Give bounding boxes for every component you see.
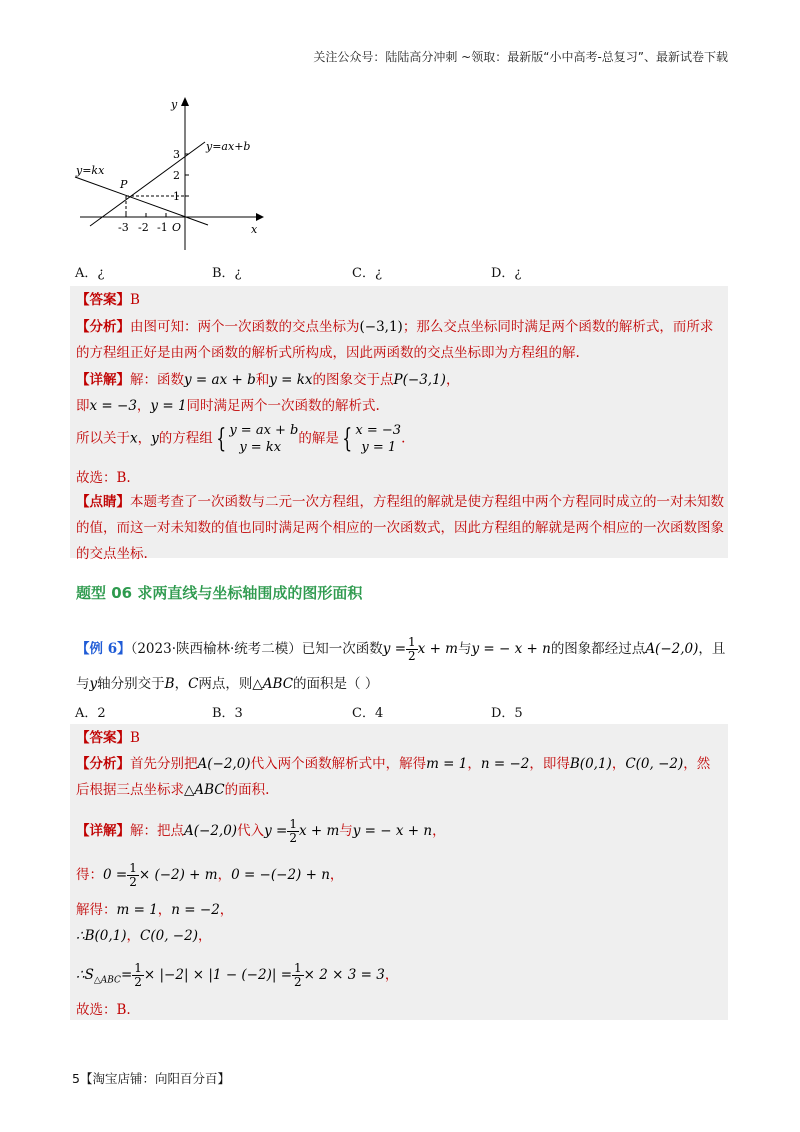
q1-detail-line2: 即x = −3，y = 1同时满足两个一次函数的解析式. bbox=[76, 398, 380, 414]
q1-detail-line1: 【详解】解：函数y = ax + b和y = kx的图象交于点P(−3,1)， bbox=[76, 372, 460, 388]
q1-option-b: B．¿ bbox=[212, 266, 242, 281]
q1-detail-line3: 所以关于x，y的方程组 { y = ax + b y = kx 的解是 { x = −3 y = 1 . bbox=[76, 423, 406, 455]
y-tick-3: 3 bbox=[173, 148, 180, 161]
ex6-analysis-line2: 后根据三点坐标求△ABC的面积. bbox=[76, 782, 270, 798]
point-label: P bbox=[120, 178, 128, 191]
ex6-analysis-line1: 【分析】首先分别把A(−2,0)代入两个函数解析式中，解得m = 1，n = −2，即得B(0,1)，C(0, −2)，然 bbox=[76, 756, 711, 772]
ex6-option-b: B．3 bbox=[212, 706, 243, 721]
ex6-question-line1: 【例 6】（2023·陕西榆林·统考二模）已知一次函数y = $\frac{1}{2}$ x + m与y = − x + n的图象都经过点A(−2,0)，且 bbox=[76, 635, 726, 663]
q1-choose: 故选：B. bbox=[76, 470, 131, 486]
q1-remark: 【点睛】本题考查了一次函数与二元一次方程组，方程组的解就是使方程组中两个方程同时成立的一对未知数的值，而这一对未知数的值也同时满足两个相应的一次函数式，因此方程组的解就是两个相应的一次函数图象的交点坐标. bbox=[76, 494, 724, 562]
y-tick-2: 2 bbox=[173, 169, 180, 182]
x-axis-label: x bbox=[251, 223, 258, 236]
q1-answer: 【答案】B bbox=[76, 292, 140, 308]
y-axis-arrow bbox=[181, 97, 189, 106]
ex6-option-c: C．4 bbox=[352, 706, 384, 721]
origin-label: O bbox=[172, 221, 182, 234]
q1-analysis: 【分析】由图可知：两个一次函数的交点坐标为(−3,1)；那么交点坐标同时满足两个函数的解析式，而所求的方程组正好是由两个函数的解析式所构成，因此两函数的交点坐标即为方程组的解. bbox=[76, 319, 714, 361]
line2-label: y=kx bbox=[76, 164, 105, 177]
y-tick-1: 1 bbox=[173, 190, 180, 203]
ex6-detail-line1: 【详解】解：把点A(−2,0)代入y = $\frac{1}{2}$ x + m与y = − x + n， bbox=[76, 817, 446, 845]
ex6-answer: 【答案】B bbox=[76, 730, 140, 746]
q1-option-a: A．¿ bbox=[75, 266, 105, 281]
ex6-detail-line5: $\therefore S_{\triangle ABC}=$ $\frac{1}{2}$ × |−2| × |1 − (−2)| = $\frac{1}{2}$ × 2 × 3 = 3， bbox=[76, 961, 399, 989]
y-axis-label: y bbox=[171, 98, 178, 111]
section-title: 题型 06 求两直线与坐标轴围成的图形面积 bbox=[76, 584, 363, 602]
ex6-option-d: D．5 bbox=[491, 706, 523, 721]
ex6-choose: 故选：B. bbox=[76, 1002, 131, 1018]
x-tick-neg1: -1 bbox=[157, 221, 168, 234]
ex6-question-line2: 与y轴分别交于B，C两点，则△ABC的面积是（ ） bbox=[76, 676, 379, 692]
x-axis-arrow bbox=[256, 213, 264, 221]
ex6-detail-line2: 得：0 = $\frac{1}{2}$ × (−2) + m，0 = −(−2) + n， bbox=[76, 861, 344, 889]
ex6-detail-line3: 解得：m = 1，n = −2， bbox=[76, 902, 234, 918]
q1-option-d: D．¿ bbox=[491, 266, 522, 281]
x-tick-neg3: -3 bbox=[118, 221, 129, 234]
ex6-detail-line4: ∴B(0,1)，C(0, −2)， bbox=[76, 928, 212, 944]
line-ax-b bbox=[90, 142, 205, 226]
line-kx bbox=[75, 177, 208, 225]
function-graph bbox=[70, 92, 270, 252]
line1-label: y=ax+b bbox=[206, 140, 251, 153]
ex6-option-a: A．2 bbox=[75, 706, 106, 721]
page-footer: 5【淘宝店铺：向阳百分百】 bbox=[72, 1071, 230, 1086]
page-header: 关注公众号：陆陆高分冲刺 ~领取：最新版“小中高考-总复习”、最新试卷下载 bbox=[313, 50, 728, 64]
x-tick-neg2: -2 bbox=[138, 221, 149, 234]
q1-option-c: C．¿ bbox=[352, 266, 382, 281]
